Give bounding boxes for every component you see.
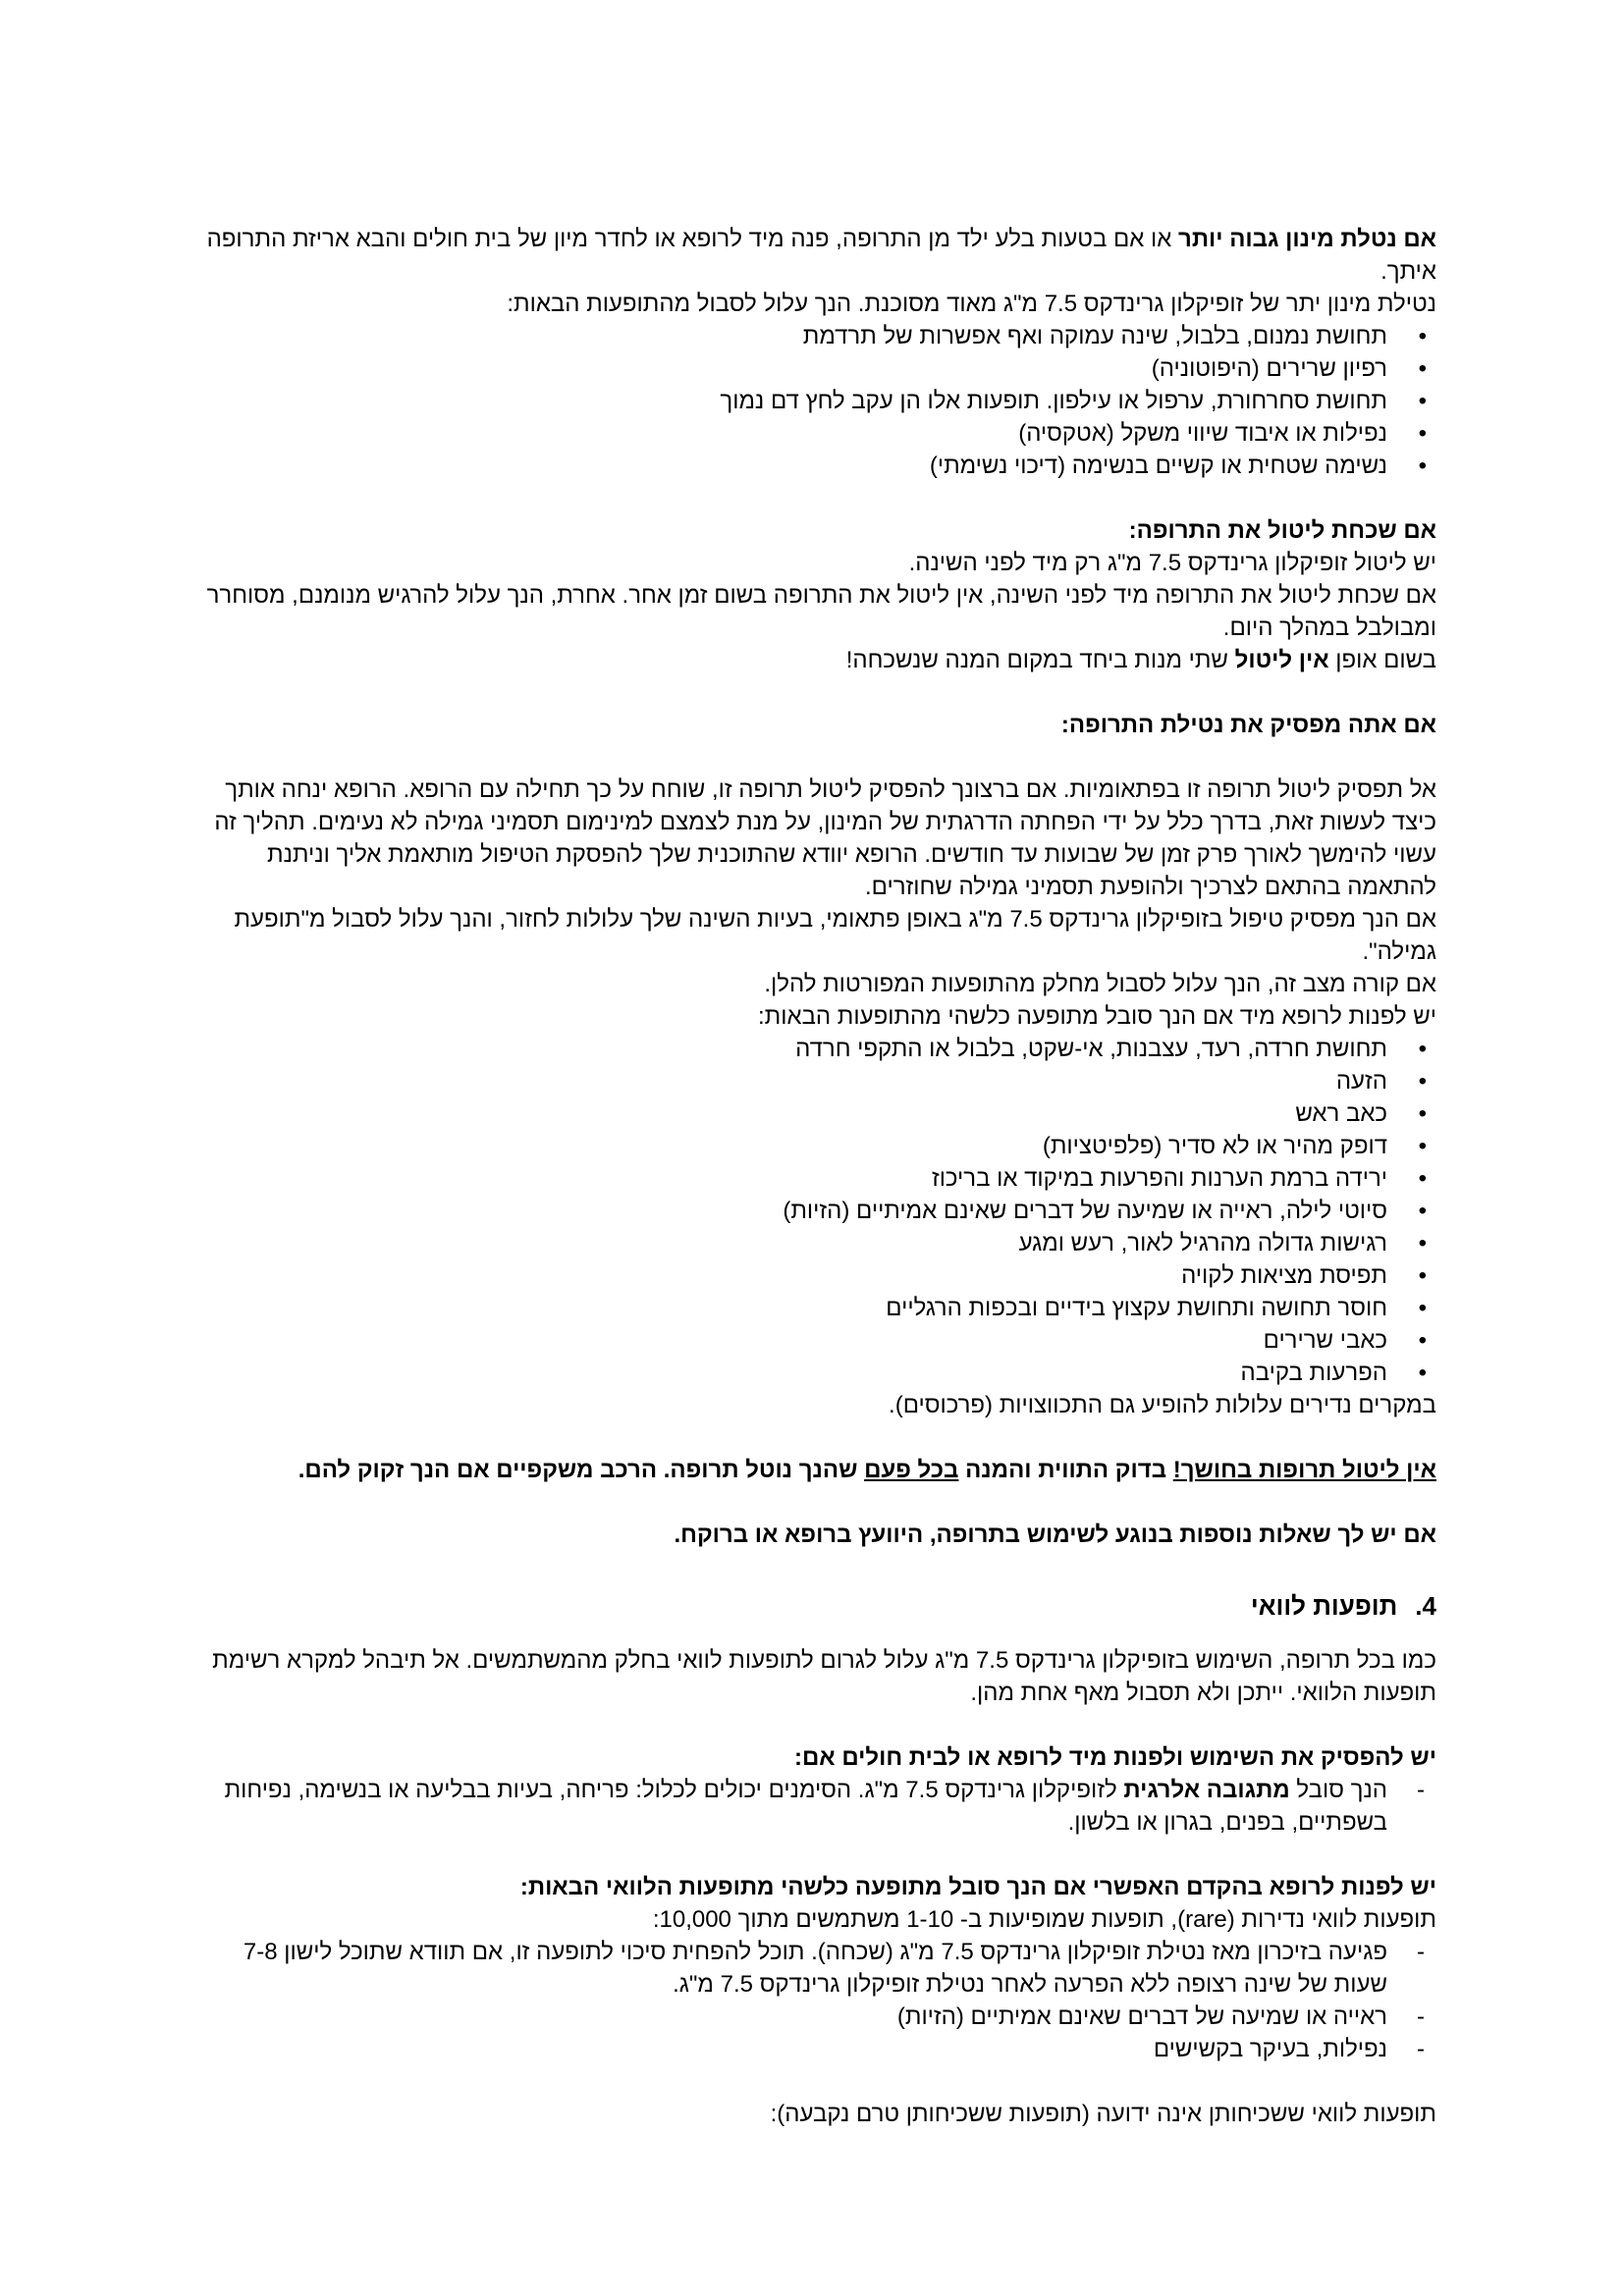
allergy-list [199, 1774, 1436, 1839]
seizures-note: במקרים נדירים עלולות להופיע גם התכווצויות (פרכוסים). [889, 1392, 1436, 1418]
side-effects-intro: כמו בכל תרופה, השימוש בזופיקלון גרינדקס 7.5 מ"ג עלול לגרום לתופעות לוואי בחלק מהמשתמשים. אל תיבהל למקרא רשימת תופעות הלוואי. ייתכן ולא תסבול מאף אחת מהן. [212, 1647, 1436, 1706]
forgot-line-1: יש ליטול זופיקלון גרינדקס 7.5 מ"ג רק מיד לפני השינה. [908, 550, 1436, 576]
stopping-paragraph-4: יש לפנות לרופא מיד אם הנך סובל מתופעה כלשהי מהתופעות הבאות: [758, 1003, 1436, 1030]
list-item: - נפילות, בעיקר בקשישים [199, 2033, 1436, 2065]
questions-note-text: אם יש לך שאלות נוספות בנוגע לשימוש בתרופה, היוועץ ברופא או ברוקח. [674, 1522, 1436, 1548]
withdrawal-effects-list [199, 1033, 1436, 1389]
list-item [199, 1774, 1436, 1839]
darkness-warning-text-2: שהנך נוטל תרופה. הרכב משקפיים אם הנך זקוק להם. [298, 1457, 865, 1483]
contact-doctor-heading [199, 1871, 1436, 1903]
forgot-line-3-b: שתי מנות ביחד במקום המנה שנשכחה! [845, 647, 1235, 673]
unknown-frequency-heading: תופעות לוואי ששכיחותן אינה ידועה (תופעות ששכיחותן טרם נקבעה): [770, 2101, 1436, 2127]
list-item: • חוסר תחושה ותחושת עקצוץ בידיים ובכפות הרגליים [199, 1292, 1436, 1324]
list-item: • ירידה ברמת הערנות והפרעות במיקוד או בריכוז [199, 1162, 1436, 1195]
list-item: • כאב ראש [199, 1097, 1436, 1130]
section-title: תופעות לוואי [1250, 1591, 1398, 1621]
list-item: • תחושת נמנום, בלבול, שינה עמוקה ואף אפשרות של תרדמת [199, 320, 1436, 352]
darkness-warning [199, 1454, 1436, 1486]
section-number: 4. [1415, 1591, 1436, 1621]
forgot-line-3 [199, 644, 1436, 676]
overdose-warning-line: נטילת מינון יתר של זופיקלון גרינדקס 7.5 מ"ג מאוד מסוכנת. הנך עלול לסבול מהתופעות הבאות: [507, 291, 1436, 317]
forgot-line-2: אם שכחת ליטול את התרופה מיד לפני השינה, אין ליטול את התרופה בשום זמן אחר. אחרת, הנך עלול להרגיש מנומנם, מסוחרר ומבולבל במהלך היום. [206, 582, 1436, 641]
forgot-heading-text: אם שכחת ליטול את התרופה: [1128, 517, 1436, 544]
list-item: • רגישות גדולה מהרגיל לאור, רעש ומגע [199, 1227, 1436, 1259]
list-item: • נשימה שטחית או קשיים בנשימה (דיכוי נשימתי) [199, 450, 1436, 482]
list-item: - ראייה או שמיעה של דברים שאינם אמיתיים (הזיות) [199, 2001, 1436, 2033]
questions-note [199, 1519, 1436, 1551]
stopping-paragraph-1: אל תפסיק ליטול תרופה זו בפתאומיות. אם ברצונך להפסיק ליטול תרופה זו, שוחח על כך תחילה עם הרופא. הרופא ינחה אותך כיצד לעשות זאת, בדרך כלל על ידי הפחתה הדרגתית של המינון, על מנת לצמצם למינימום תסמיני גמילה לא נעימים. תהליך זה עשוי להימשך לאורך פרק זמן של שבועות עד חודשים. הרופא יוודא שהתוכנית שלך להפסקת הטיפול מותאמת אליך וניתנת להתאמה בהתאם לצרכיך ולהופעת תסמיני גמילה שחוזרים. [214, 776, 1436, 900]
section-4-heading [199, 1590, 1436, 1623]
stopping-paragraph-3: אם קורה מצב זה, הנך עלול לסבול מחלק מהתופעות המפורטות להלן. [764, 971, 1436, 997]
list-item: • הפרעות בקיבה [199, 1357, 1436, 1389]
darkness-warning-underlined: אין ליטול תרופות בחושך! [1172, 1457, 1436, 1483]
allergy-text-b: לזופיקלון גרינדקס 7.5 מ"ג. הסימנים יכולים לכלול: פריחה, בעיות בבליעה או בנשימה, נפיחות בשפתיים, בפנים, בגרון או בלשון. [224, 1777, 1387, 1836]
forgot-line-3-a: בשום אופן [1328, 647, 1436, 673]
contact-doctor-heading-text: יש לפנות לרופא בהקדם האפשרי אם הנך סובל מתופעה כלשהי מתופעות הלוואי הבאות: [519, 1874, 1436, 1900]
list-item: • דופק מהיר או לא סדיר (פלפיטציות) [199, 1130, 1436, 1162]
list-item: • נפילות או איבוד שיווי משקל (אטקסיה) [199, 417, 1436, 450]
list-item: • הזעה [199, 1065, 1436, 1097]
allergy-text-a: הנך סובל [1289, 1777, 1387, 1803]
forgot-heading [199, 514, 1436, 547]
list-item: • כאבי שרירים [199, 1324, 1436, 1357]
forgot-line-3-bold: אין ליטול [1234, 647, 1329, 673]
stopping-heading [199, 709, 1436, 741]
stop-use-heading [199, 1741, 1436, 1774]
overdose-effects-list [199, 320, 1436, 482]
rare-effects-list [199, 1936, 1436, 2065]
overdose-intro [199, 223, 1436, 288]
stopping-heading-text: אם אתה מפסיק את נטילת התרופה: [1060, 712, 1436, 738]
list-item: • סיוטי לילה, ראייה או שמיעה של דברים שאינם אמיתיים (הזיות) [199, 1195, 1436, 1227]
darkness-warning-text-1: בדוק התווית והמנה [958, 1457, 1173, 1483]
list-item: • תחושת סחרחורת, ערפול או עילפון. תופעות אלו הן עקב לחץ דם נמוך [199, 385, 1436, 417]
list-item: • תפיסת מציאות לקויה [199, 1259, 1436, 1292]
list-item: - פגיעה בזיכרון מאז נטילת זופיקלון גרינדקס 7.5 מ"ג (שכחה). תוכל להפחית סיכוי לתופעה זו, אם תוודא שתוכל לישון 7-8 שעות של שינה רצופה ללא הפרעה לאחר נטילת זופיקלון גרינדקס 7.5 מ"ג. [199, 1936, 1436, 2001]
stop-use-heading-text: יש להפסיק את השימוש ולפנות מיד לרופא או לבית חולים אם: [794, 1744, 1436, 1771]
list-item: • תחושת חרדה, רעד, עצבנות, אי-שקט, בלבול או התקפי חרדה [199, 1033, 1436, 1065]
overdose-intro-bold: אם נטלת מינון גבוה יותר [1177, 226, 1436, 252]
darkness-warning-every-time: בכל פעם [864, 1457, 959, 1483]
stopping-paragraph-2: אם הנך מפסיק טיפול בזופיקלון גרינדקס 7.5 מ"ג באופן פתאומי, בעיות השינה שלך עלולות לחזור, והנך עלול לסבול מ"תופעת גמילה". [234, 906, 1436, 965]
rare-effects-intro: תופעות לוואי נדירות (rare), תופעות שמופיעות ב- 1-10 משתמשים מתוך 10,000: [652, 1906, 1436, 1933]
overdose-intro-text: או אם בטעות בלע ילד מן התרופה, פנה מיד לרופא או לחדר מיון של בית חולים והבא אריזת התרופה איתך. [206, 226, 1436, 285]
list-item: • רפיון שרירים (היפוטוניה) [199, 352, 1436, 385]
leaflet-page [199, 223, 1436, 2130]
allergy-bold: מתגובה אלרגית [1123, 1777, 1290, 1803]
